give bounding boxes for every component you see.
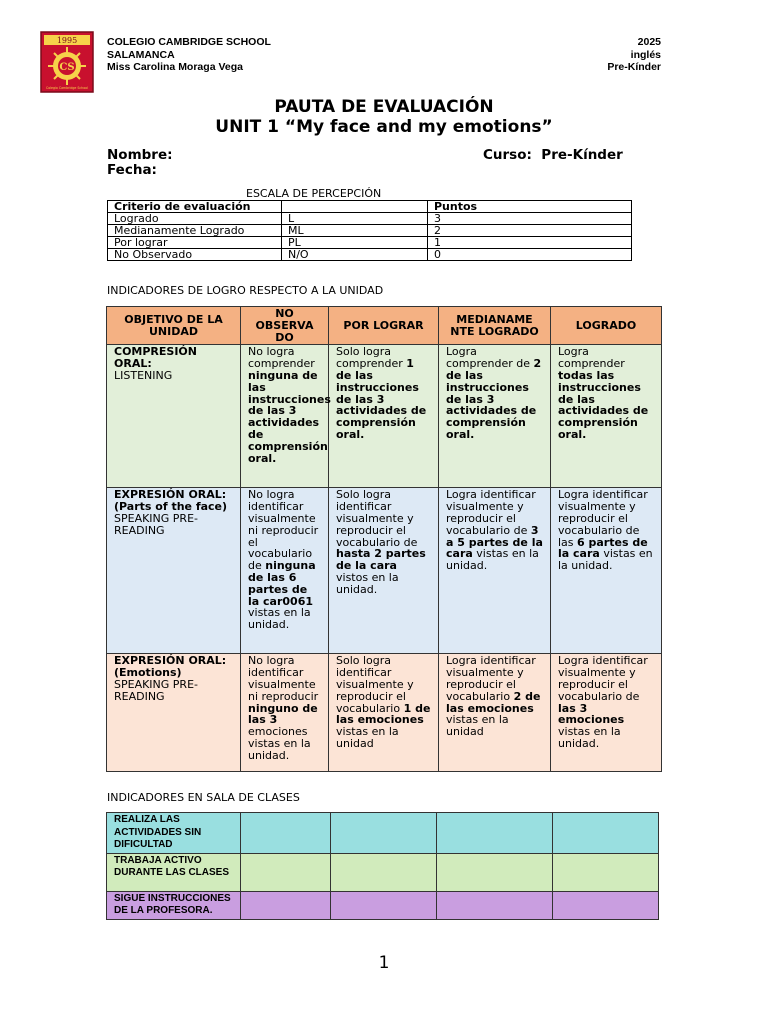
descriptor-bold: hasta 2 partes de la cara xyxy=(336,547,426,573)
descriptor-bold: 2 de las instrucciones de las 3 actividades de comprensión oral. xyxy=(446,357,542,441)
school-name: COLEGIO CAMBRIDGE SCHOOL xyxy=(107,36,271,48)
descriptor-bold: las 3 emociones xyxy=(558,701,625,727)
indicators-table xyxy=(106,306,662,772)
descriptor-text: Solo logra identificar visualmente y reproducir el vocabulario xyxy=(336,654,414,715)
col-logrado: LOGRADO xyxy=(551,307,662,345)
descriptor-bold: 1 de las instrucciones de las 3 actividades de comprensión oral. xyxy=(336,357,427,441)
page-number: 1 xyxy=(378,953,390,973)
descriptor-text: No logra identificar visualmente ni reproducir el vocabulario de xyxy=(248,488,319,573)
objective-skill: LISTENING xyxy=(114,368,173,382)
indicators-heading: INDICADORES DE LOGRO RESPECTO A LA UNIDAD xyxy=(107,284,384,297)
scale-cell: Por lograr xyxy=(108,237,282,249)
indicators-header-row xyxy=(107,307,662,345)
descriptor-text: vistas en la unidad xyxy=(336,725,399,750)
descriptor-cell xyxy=(551,345,662,488)
objective-skill: SPEAKING PRE-READING xyxy=(114,677,198,703)
descriptor-bold: 3 a 5 partes de la cara xyxy=(446,523,543,561)
descriptor-bold: 1 de las emociones xyxy=(336,701,431,727)
descriptor-cell xyxy=(551,654,662,772)
scale-row xyxy=(108,249,632,261)
indicator-row-emotions xyxy=(107,654,662,772)
descriptor-bold: 6 partes de la cara xyxy=(558,535,648,561)
scale-col-puntos: Puntos xyxy=(428,201,632,213)
scale-col-criterio: Criterio de evaluación xyxy=(108,201,282,213)
descriptor-text: No logra comprender xyxy=(248,345,315,371)
descriptor-text: vistas en la unidad xyxy=(446,713,509,739)
logo-initials: CS xyxy=(59,62,75,73)
descriptor-cell xyxy=(329,345,439,488)
scale-header-row xyxy=(108,201,632,213)
class-indicator-label: SIGUE INSTRUCCIONES DE LA PROFESORA. xyxy=(107,891,241,919)
scale-row xyxy=(108,225,632,237)
objective-title: EXPRESIÓN ORAL: (Emotions) xyxy=(114,654,227,680)
descriptor-cell xyxy=(241,654,329,772)
descriptor-text: Logra identificar visualmente y reproducir el vocabulario xyxy=(446,654,536,703)
scale-cell: Medianamente Logrado xyxy=(108,225,282,237)
descriptor-bold: 2 de las emociones xyxy=(446,689,541,715)
col-por-lograr: POR LOGRAR xyxy=(329,307,439,345)
col-objetivo: OBJETIVO DE LA UNIDAD xyxy=(107,307,241,345)
subject: inglés xyxy=(630,48,661,61)
descriptor-cell xyxy=(241,345,329,488)
scale-col-empty xyxy=(282,201,428,213)
descriptor-text: vistas en la unidad. xyxy=(558,547,653,573)
descriptor-bold: ninguno de las 3 xyxy=(248,701,318,727)
descriptor-text: Logra identificar visualmente y reproducir el vocabulario de las xyxy=(558,488,648,549)
class-indicators-table xyxy=(106,812,659,920)
scale-cell: N/O xyxy=(282,249,428,261)
descriptor-text: vistas en la unidad. xyxy=(248,606,311,632)
scale-table xyxy=(107,200,632,261)
score-cell[interactable] xyxy=(553,853,659,891)
objective-cell xyxy=(107,654,241,772)
objective-title: EXPRESIÓN ORAL: (Parts of the face) xyxy=(114,488,228,514)
scale-row xyxy=(108,237,632,249)
descriptor-text: Logra comprender de xyxy=(446,345,531,371)
col-medianamente-logrado: MEDIANAME NTE LOGRADO xyxy=(439,307,551,345)
scale-row xyxy=(108,213,632,225)
descriptor-cell xyxy=(439,654,551,772)
descriptor-text: Logra comprender xyxy=(558,345,625,371)
descriptor-text: Logra identificar visualmente y reproducir el vocabulario de xyxy=(558,654,648,703)
objective-title: COMPRESIÓN ORAL: xyxy=(114,345,197,371)
class-row-instructions xyxy=(107,891,659,919)
class-indicators-heading: INDICADORES EN SALA DE CLASES xyxy=(107,791,300,804)
logo-text: Colegio Cambridge School xyxy=(45,86,89,90)
descriptor-text: Logra identificar visualmente y reproducir el vocabulario de xyxy=(446,488,536,537)
descriptor-cell xyxy=(329,654,439,772)
scale-cell: Logrado xyxy=(108,213,282,225)
document-subtitle: UNIT 1 “My face and my emotions” xyxy=(215,117,553,137)
score-cell[interactable] xyxy=(553,891,659,919)
score-cell[interactable] xyxy=(437,813,553,854)
score-cell[interactable] xyxy=(241,813,331,854)
descriptor-cell xyxy=(329,488,439,654)
header-left xyxy=(107,36,271,74)
score-cell[interactable] xyxy=(437,853,553,891)
class-indicator-label: TRABAJA ACTIVO DURANTE LAS CLASES xyxy=(107,853,241,891)
descriptor-cell xyxy=(439,345,551,488)
grade-level: Pre-Kínder xyxy=(607,61,661,73)
descriptor-bold: ninguna de las 6 partes de la car0061 xyxy=(248,559,316,608)
descriptor-bold: todas las instrucciones de las actividades de comprensión oral. xyxy=(558,368,649,441)
document-title: PAUTA DE EVALUACIÓN xyxy=(274,97,494,117)
indicator-row-listening xyxy=(107,345,662,488)
school-year: 2025 xyxy=(637,36,661,48)
score-cell[interactable] xyxy=(241,891,331,919)
curso-value: Pre-Kínder xyxy=(541,147,623,163)
score-cell[interactable] xyxy=(553,813,659,854)
scale-heading: ESCALA DE PERCEPCIÓN xyxy=(246,187,382,200)
col-no-observado: NO OBSERVA DO xyxy=(241,307,329,345)
curso-field xyxy=(483,147,623,163)
class-indicator-label: REALIZA LAS ACTIVIDADES SIN DIFICULTAD xyxy=(107,813,241,854)
objective-cell xyxy=(107,488,241,654)
objective-cell xyxy=(107,345,241,488)
scale-cell: L xyxy=(282,213,428,225)
descriptor-cell xyxy=(439,488,551,654)
header-right xyxy=(607,36,661,74)
class-row-activities xyxy=(107,813,659,854)
descriptor-text: Solo logra comprender xyxy=(336,345,403,371)
nombre-label: Nombre: xyxy=(107,147,173,163)
descriptor-text: vistos en la unidad. xyxy=(336,570,399,596)
scale-cell: 1 xyxy=(428,237,632,249)
descriptor-cell xyxy=(551,488,662,654)
score-cell[interactable] xyxy=(331,813,437,854)
descriptor-text: emociones vistas en la unidad. xyxy=(248,725,311,762)
fecha-label: Fecha: xyxy=(107,162,157,178)
scale-cell: 0 xyxy=(428,249,632,261)
scale-cell: PL xyxy=(282,237,428,249)
indicator-row-face xyxy=(107,488,662,654)
descriptor-text: No logra identificar visualmente ni reproducir xyxy=(248,654,319,703)
descriptor-text: vistas en la unidad. xyxy=(558,725,621,750)
descriptor-text: vistas en la unidad. xyxy=(446,547,539,573)
class-row-active-work xyxy=(107,853,659,891)
descriptor-text: Solo logra identificar visualmente y reproducir el vocabulario de xyxy=(336,488,418,549)
logo-year: 1995 xyxy=(56,36,78,45)
score-cell[interactable] xyxy=(241,853,331,891)
score-cell[interactable] xyxy=(331,853,437,891)
objective-skill: SPEAKING PRE-READING xyxy=(114,511,198,537)
scale-cell: No Observado xyxy=(108,249,282,261)
descriptor-bold: ninguna de las instrucciones de las 3 actividades de comprensión oral. xyxy=(248,368,331,465)
scale-cell: 2 xyxy=(428,225,632,237)
curso-label: Curso: xyxy=(483,147,532,163)
scale-cell: ML xyxy=(282,225,428,237)
descriptor-cell xyxy=(241,488,329,654)
scale-cell: 3 xyxy=(428,213,632,225)
score-cell[interactable] xyxy=(437,891,553,919)
school-city: SALAMANCA xyxy=(107,48,175,61)
school-logo xyxy=(40,31,94,93)
teacher-name: Miss Carolina Moraga Vega xyxy=(107,61,243,73)
score-cell[interactable] xyxy=(331,891,437,919)
